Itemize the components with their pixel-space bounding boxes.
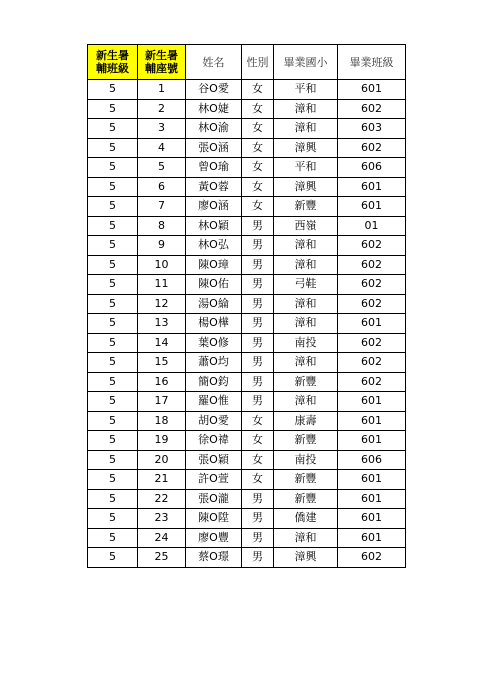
cell-seat: 6 (138, 177, 186, 197)
table-row (88, 314, 406, 334)
table-row (88, 411, 406, 431)
cell-grad-class: 601 (338, 470, 406, 490)
cell-gender: 女 (242, 80, 274, 100)
cell-gender: 男 (242, 236, 274, 256)
cell-name: 蕭O均 (186, 353, 242, 373)
cell-seat: 4 (138, 138, 186, 158)
cell-seat: 17 (138, 392, 186, 412)
cell-seat: 16 (138, 372, 186, 392)
cell-seat: 7 (138, 197, 186, 217)
cell-name: 林O穎 (186, 216, 242, 236)
cell-seat: 12 (138, 294, 186, 314)
cell-gender: 女 (242, 197, 274, 217)
header-class-label: 新生暑輔班級 (96, 49, 129, 75)
table-row (88, 489, 406, 509)
cell-name: 陳O佑 (186, 275, 242, 295)
cell-class: 5 (88, 158, 138, 178)
cell-gender: 女 (242, 450, 274, 470)
cell-class: 5 (88, 450, 138, 470)
cell-grad-class: 606 (338, 158, 406, 178)
cell-school: 漳和 (274, 99, 338, 119)
table-row (88, 80, 406, 100)
cell-class: 5 (88, 353, 138, 373)
cell-school: 漳和 (274, 294, 338, 314)
cell-school: 弓鞋 (274, 275, 338, 295)
cell-gender: 男 (242, 548, 274, 568)
cell-gender: 男 (242, 392, 274, 412)
cell-school: 平和 (274, 80, 338, 100)
table-row (88, 216, 406, 236)
cell-gender: 男 (242, 489, 274, 509)
cell-seat: 1 (138, 80, 186, 100)
table-row (88, 353, 406, 373)
cell-class: 5 (88, 528, 138, 548)
table-row (88, 294, 406, 314)
cell-school: 漳和 (274, 528, 338, 548)
cell-gender: 女 (242, 99, 274, 119)
cell-grad-class: 601 (338, 431, 406, 451)
cell-seat: 11 (138, 275, 186, 295)
cell-seat: 21 (138, 470, 186, 490)
cell-class: 5 (88, 177, 138, 197)
cell-grad-class: 601 (338, 392, 406, 412)
cell-school: 南投 (274, 450, 338, 470)
cell-seat: 20 (138, 450, 186, 470)
cell-class: 5 (88, 197, 138, 217)
cell-school: 漳和 (274, 236, 338, 256)
cell-school: 僑建 (274, 509, 338, 529)
cell-seat: 8 (138, 216, 186, 236)
cell-gender: 女 (242, 158, 274, 178)
cell-grad-class: 601 (338, 314, 406, 334)
cell-school: 西嶺 (274, 216, 338, 236)
cell-name: 湯O綸 (186, 294, 242, 314)
cell-gender: 女 (242, 431, 274, 451)
cell-gender: 女 (242, 470, 274, 490)
cell-name: 陳O璋 (186, 255, 242, 275)
cell-name: 許O萱 (186, 470, 242, 490)
cell-grad-class: 602 (338, 236, 406, 256)
cell-class: 5 (88, 236, 138, 256)
cell-grad-class: 601 (338, 80, 406, 100)
table-row (88, 158, 406, 178)
cell-gender: 男 (242, 372, 274, 392)
cell-name: 曾O瑜 (186, 158, 242, 178)
cell-name: 陳O陞 (186, 509, 242, 529)
cell-school: 新豐 (274, 431, 338, 451)
cell-gender: 男 (242, 509, 274, 529)
cell-school: 新豐 (274, 470, 338, 490)
cell-class: 5 (88, 80, 138, 100)
cell-school: 平和 (274, 158, 338, 178)
table-row (88, 470, 406, 490)
cell-school: 漳興 (274, 138, 338, 158)
table-header-row (88, 45, 406, 80)
cell-gender: 女 (242, 177, 274, 197)
cell-grad-class: 602 (338, 548, 406, 568)
table-row (88, 119, 406, 139)
cell-gender: 女 (242, 138, 274, 158)
cell-school: 漳和 (274, 353, 338, 373)
cell-seat: 10 (138, 255, 186, 275)
cell-class: 5 (88, 411, 138, 431)
cell-name: 谷O愛 (186, 80, 242, 100)
cell-name: 林O渝 (186, 119, 242, 139)
cell-name: 林O弘 (186, 236, 242, 256)
cell-grad-class: 602 (338, 275, 406, 295)
cell-class: 5 (88, 372, 138, 392)
header-seat (138, 45, 186, 80)
cell-class: 5 (88, 216, 138, 236)
cell-seat: 15 (138, 353, 186, 373)
table-row (88, 431, 406, 451)
cell-class: 5 (88, 99, 138, 119)
cell-seat: 3 (138, 119, 186, 139)
header-seat-label: 新生暑輔座號 (145, 49, 178, 75)
table-row (88, 99, 406, 119)
cell-school: 新豐 (274, 489, 338, 509)
cell-class: 5 (88, 255, 138, 275)
cell-class: 5 (88, 392, 138, 412)
cell-grad-class: 601 (338, 411, 406, 431)
cell-seat: 5 (138, 158, 186, 178)
table-row (88, 138, 406, 158)
cell-grad-class: 602 (338, 333, 406, 353)
cell-gender: 女 (242, 119, 274, 139)
cell-name: 葉O修 (186, 333, 242, 353)
cell-gender: 男 (242, 333, 274, 353)
cell-school: 漳興 (274, 177, 338, 197)
cell-name: 黃O蓉 (186, 177, 242, 197)
cell-class: 5 (88, 119, 138, 139)
cell-seat: 24 (138, 528, 186, 548)
cell-class: 5 (88, 275, 138, 295)
cell-grad-class: 602 (338, 372, 406, 392)
cell-class: 5 (88, 548, 138, 568)
cell-seat: 2 (138, 99, 186, 119)
cell-name: 張O穎 (186, 450, 242, 470)
cell-grad-class: 603 (338, 119, 406, 139)
cell-grad-class: 601 (338, 489, 406, 509)
cell-school: 新豐 (274, 197, 338, 217)
cell-gender: 女 (242, 411, 274, 431)
cell-name: 蔡O璟 (186, 548, 242, 568)
table-row (88, 509, 406, 529)
cell-seat: 19 (138, 431, 186, 451)
header-grad-class: 畢業班級 (338, 45, 406, 80)
cell-gender: 男 (242, 353, 274, 373)
cell-school: 康壽 (274, 411, 338, 431)
cell-gender: 男 (242, 528, 274, 548)
cell-seat: 18 (138, 411, 186, 431)
cell-seat: 9 (138, 236, 186, 256)
cell-class: 5 (88, 138, 138, 158)
cell-grad-class: 602 (338, 294, 406, 314)
cell-grad-class: 602 (338, 255, 406, 275)
cell-class: 5 (88, 489, 138, 509)
table-row (88, 255, 406, 275)
cell-school: 漳興 (274, 548, 338, 568)
cell-class: 5 (88, 470, 138, 490)
cell-grad-class: 601 (338, 197, 406, 217)
cell-school: 漳和 (274, 314, 338, 334)
cell-class: 5 (88, 333, 138, 353)
cell-class: 5 (88, 314, 138, 334)
table-row (88, 275, 406, 295)
cell-seat: 23 (138, 509, 186, 529)
header-class (88, 45, 138, 80)
cell-grad-class: 602 (338, 353, 406, 373)
cell-grad-class: 601 (338, 177, 406, 197)
table-row (88, 333, 406, 353)
header-school: 畢業國小 (274, 45, 338, 80)
cell-name: 張O涵 (186, 138, 242, 158)
cell-gender: 男 (242, 314, 274, 334)
cell-name: 張O瀧 (186, 489, 242, 509)
cell-name: 林O婕 (186, 99, 242, 119)
cell-class: 5 (88, 431, 138, 451)
cell-name: 廖O涵 (186, 197, 242, 217)
cell-grad-class: 602 (338, 99, 406, 119)
cell-class: 5 (88, 509, 138, 529)
cell-grad-class: 606 (338, 450, 406, 470)
cell-seat: 22 (138, 489, 186, 509)
cell-name: 胡O愛 (186, 411, 242, 431)
cell-name: 廖O豐 (186, 528, 242, 548)
cell-grad-class: 601 (338, 509, 406, 529)
table-row (88, 177, 406, 197)
cell-school: 漳和 (274, 392, 338, 412)
table-row (88, 528, 406, 548)
cell-school: 漳和 (274, 255, 338, 275)
cell-name: 徐O禕 (186, 431, 242, 451)
cell-seat: 25 (138, 548, 186, 568)
header-gender: 性別 (242, 45, 274, 80)
cell-gender: 男 (242, 294, 274, 314)
table-row (88, 236, 406, 256)
cell-school: 新豐 (274, 372, 338, 392)
cell-grad-class: 601 (338, 528, 406, 548)
table-row (88, 392, 406, 412)
cell-class: 5 (88, 294, 138, 314)
table-row (88, 548, 406, 568)
cell-name: 楊O樺 (186, 314, 242, 334)
cell-gender: 男 (242, 275, 274, 295)
student-roster-table (87, 44, 406, 568)
cell-name: 簡O鈞 (186, 372, 242, 392)
header-name: 姓名 (186, 45, 242, 80)
cell-school: 漳和 (274, 119, 338, 139)
cell-name: 羅O惟 (186, 392, 242, 412)
cell-grad-class: 602 (338, 138, 406, 158)
cell-gender: 男 (242, 216, 274, 236)
cell-grad-class: 01 (338, 216, 406, 236)
cell-school: 南投 (274, 333, 338, 353)
cell-seat: 14 (138, 333, 186, 353)
table-body (88, 80, 406, 568)
table-row (88, 450, 406, 470)
cell-seat: 13 (138, 314, 186, 334)
cell-gender: 男 (242, 255, 274, 275)
table-row (88, 197, 406, 217)
table-row (88, 372, 406, 392)
